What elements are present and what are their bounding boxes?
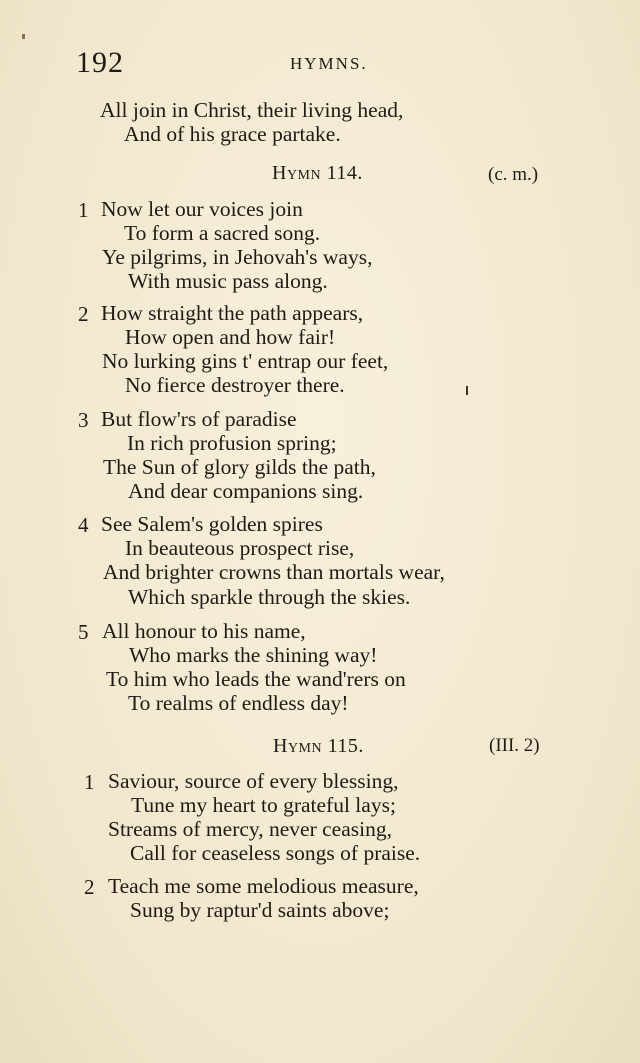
verse-line: To him who leads the wand'rers on [106, 667, 406, 691]
verse-line: Sung by raptur'd saints above; [130, 898, 390, 922]
verse-line: In rich profusion spring; [127, 431, 337, 455]
hymn-meter: (III. 2) [489, 735, 540, 756]
continuation-line: All join in Christ, their living head, [100, 98, 404, 122]
verse-line: And brighter crowns than mortals wear, [103, 560, 445, 584]
verse-number: 3 [78, 408, 89, 432]
verse-line: With music pass along. [128, 269, 328, 293]
page-header [76, 46, 576, 86]
verse-line: Tune my heart to grateful lays; [131, 793, 396, 817]
verse-line: To form a sacred song. [124, 221, 321, 245]
verse-line: Teach me some melodious measure, [108, 874, 419, 898]
verse-number: 1 [84, 770, 95, 794]
verse-line: No lurking gins t' entrap our feet, [102, 349, 389, 373]
verse-line: See Salem's golden spires [101, 512, 323, 536]
verse-line: In beauteous prospect rise, [125, 536, 355, 560]
verse-line: Saviour, source of every blessing, [108, 769, 399, 793]
verse-line: But flow'rs of paradise [101, 407, 297, 431]
verse-line: Ye pilgrims, in Jehovah's ways, [102, 245, 373, 269]
verse-line: How open and how fair! [125, 325, 336, 349]
verse-line: To realms of endless day! [128, 691, 349, 715]
verse-line: Call for ceaseless songs of praise. [130, 841, 421, 865]
verse-number: 2 [78, 302, 89, 326]
hymn-title: Hymn 114. [272, 162, 363, 184]
verse-line: No fierce destroyer there. [125, 373, 345, 397]
page-mark [22, 34, 25, 39]
verse-line: Now let our voices join [101, 197, 303, 221]
verse-line: Which sparkle through the skies. [128, 585, 411, 609]
verse-number: 1 [78, 198, 89, 222]
hymn-meter: (c. m.) [488, 164, 539, 185]
continuation-line: And of his grace partake. [124, 122, 341, 146]
verse-number: 4 [78, 513, 89, 537]
verse-number: 5 [78, 620, 89, 644]
verse-line: How straight the path appears, [101, 301, 364, 325]
verse-line: Streams of mercy, never ceasing, [108, 817, 392, 841]
print-speck [466, 386, 468, 395]
running-head: HYMNS. [290, 54, 368, 73]
verse-number: 2 [84, 875, 95, 899]
hymn-title: Hymn 115. [273, 735, 364, 757]
verse-line: And dear companions sing. [128, 479, 364, 503]
verse-line: All honour to his name, [102, 619, 306, 643]
verse-line: The Sun of glory gilds the path, [103, 455, 376, 479]
page-number: 192 [76, 46, 124, 79]
verse-line: Who marks the shining way! [129, 643, 378, 667]
